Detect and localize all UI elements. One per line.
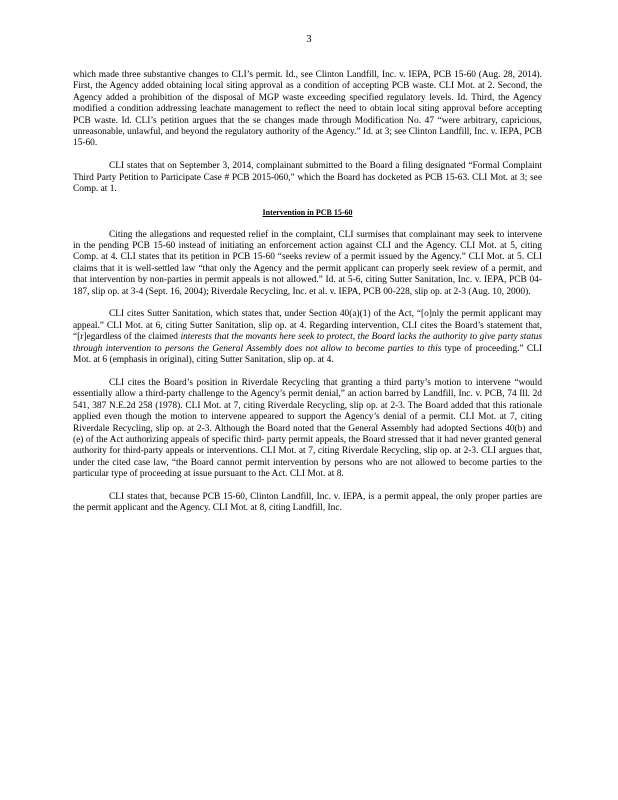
line: to intervene “would essentially allow a third-party challenge to the Agency’s permit denial,” an [73,377,543,400]
line: designated “Formal Complaint Third Party Petition to Participate Case # PCB 2015-060,” which [73,161,543,183]
line: Regarding intervention, CLI cites the Board’s statement that, “[r]egardless of the claimed [73,320,542,343]
line: the permit applicant may appeal.” CLI Mot. at 6, citing Sutter Sanitation, slip op. at 4. [73,309,542,331]
line: type of proceeding.” CLI Mot. at 6 (emphasis in original), citing Sutter Sanitation, slip op. at 4. [73,343,542,366]
line: CLI cites Sutter Sanitation, which states that, under Section 40(a)(1) of the Act, “[o]nly [109,309,444,320]
line: Assembly had adopted Sections 40(b) and (e) of the Act authorizing appeals of specific third- [73,423,543,445]
line: condition of accepting PCB waste. CLI Mot. at 2. Second, the Agency added a prohibition of [73,81,542,103]
line: Id. at 5-6, citing Sutter Sanitation, Inc. v. IEPA, PCB 04-187, slip op. at 3-4 (Sept. 16, 2004); [73,275,542,297]
line: citing Riverdale Recycling, slip op. at 2-3. The Board added that this rationale applied even [73,400,542,423]
line: which made three substantive changes to CLI’s permit. Id., see Clinton Landfill, Inc. v. IEPA, [73,70,431,80]
line: the disposal of MGP waste exceeding specified regulatory levels. Id. Third, the Agency [197,92,542,103]
paragraph-2 [73,161,542,195]
line: CLI states that, because PCB 15-60, Clinton Landfill, Inc. v. IEPA, is a permit appeal, the [109,491,453,502]
line: action barred by Landfill, Inc. v. PCB, 74 Ill. 2d 541, 387 N.E.2d 258 (1978). CLI Mot. at 7, [73,389,542,411]
line: enforcement action against CLI and the Agency. CLI Mot. at 5, citing Comp. at 4. CLI states [73,241,542,263]
line: seek review of a permit, and that intervention by non-parties in permit appeals is not allowed.” [73,263,542,286]
document-body [73,70,542,515]
line: Riverdale Recycling, Inc. et al. v. IEPA, PCB 00-228, slip op. at 2-3 (Aug. 10, 2000). [211,286,531,297]
line: Citing the allegations and requested relief in the complaint, CLI surmises that [109,229,407,240]
line: CLI claims that it is well-settled law “that only the Agency and the permit applicant can properly [73,252,543,274]
line: approval before accepting PCB waste. Id. CLI’s petition argues that the se changes made [73,104,543,126]
line: modified a condition addressing leachate management to reflect the need to obtain local siting [73,104,440,115]
paragraph-6 [73,492,542,515]
line: party permit appeals, the Board stressed that it had never granted general authority for third-party [73,434,542,457]
page-number: 3 [306,34,312,45]
paragraph-4 [73,309,542,366]
line: that its petition in PCB 15-60 “seeks review of a permit issued by the Agency.” CLI Mot. at 5. [162,252,525,263]
line: Mot. at 8. [307,469,344,480]
line: the Board has docketed as PCB 15-63. CLI Mot. at 3; see Comp. at 1. [73,172,543,195]
line: CLI states that on September 3, 2014, complainant submitted to the Board a filing [109,161,423,172]
paragraph-3 [73,230,542,298]
line: appeals or interventions. CLI Mot. at 7, citing Riverdale Recycling, slip op. at 2-3. CLI argues [165,446,524,457]
line: PCB 15-60 (Aug. 28, 2014). First, the Agency added obtaining local siting approval as a [73,70,543,92]
line: interests that the movants here seek to protect, the Board lacks the authority to give party status [180,332,543,343]
line: that, under the cited case law, “the Board cannot permit intervention by persons who are not [73,446,543,468]
section-heading: Intervention in PCB 15-60 [262,207,353,217]
line: through intervention to persons the General Assembly does not allow to become parties to this [73,343,442,354]
line: regulatory authority of the Agency.” Id. at 3; see Clinton Landfill, Inc. v. IEPA, PCB 15-60. [73,127,543,149]
line: only proper parties are the permit applicant and the Agency. CLI Mot. at 8, citing Landfill, Inc. [73,491,542,514]
line: complainant may seek to intervene in the pending PCB 15-60 instead of initiating an [73,229,542,252]
line: allowed to become parties to the particular type of proceeding at issue pursuant to the Act. CLI [73,457,543,480]
line: 7, citing Riverdale Recycling, slip op. at 2-3. Although the Board noted that the General [73,412,543,434]
line: though the motion to intervene appeared to support the Agency’s denial of a permit. CLI Mot. at [125,412,507,423]
line: CLI cites the Board’s position in Riverdale Recycling that granting a third party’s motion [109,377,462,388]
paragraph-1 [73,70,542,150]
paragraph-5 [73,378,542,481]
line: through Modification No. 47 “were arbitrary, capricious, unreasonable, unlawful, and beyond the [73,115,542,138]
